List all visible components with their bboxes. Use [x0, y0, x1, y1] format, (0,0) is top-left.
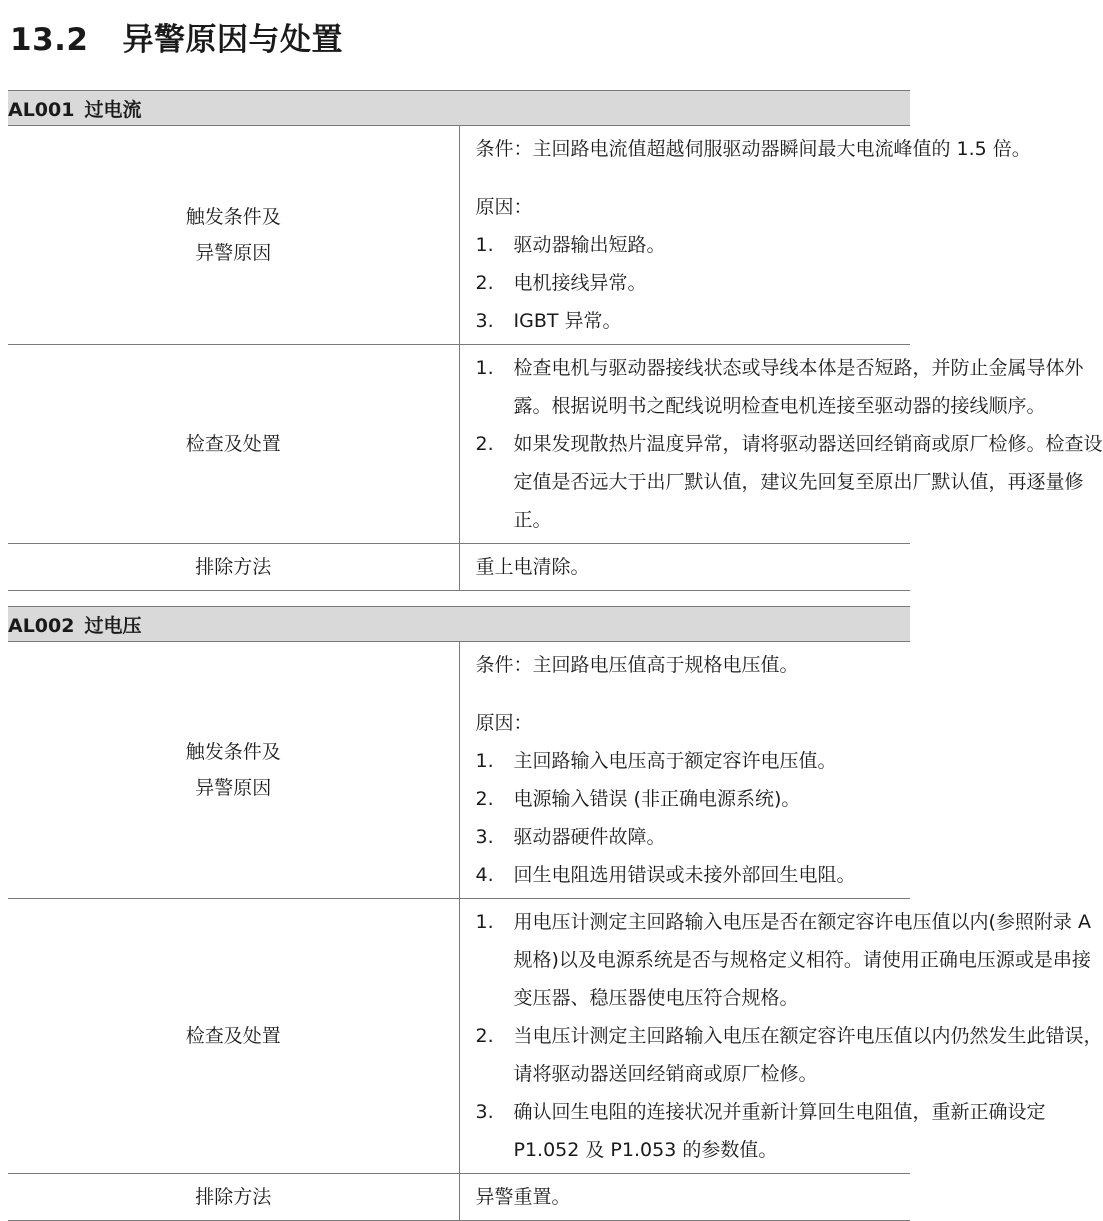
cause-item	[476, 818, 891, 856]
check-item	[475, 1093, 1046, 1169]
cause-text: IGBT 异常。	[513, 310, 622, 332]
trigger-label	[8, 642, 459, 899]
check-text	[514, 425, 1103, 539]
alarm-header	[8, 607, 910, 642]
check-label: 检查及处置	[8, 345, 459, 544]
cause-number: 2.	[475, 272, 494, 294]
check-number: 1.	[475, 911, 494, 933]
cause-number: 4.	[475, 864, 494, 886]
clear-method: 异警重置。	[459, 1174, 910, 1221]
alarm-header-cell	[8, 607, 910, 642]
trigger-content	[459, 126, 1031, 345]
check-item	[475, 903, 1091, 1017]
check-line: 正。	[513, 509, 552, 531]
cause-number: 2.	[475, 788, 494, 810]
cause-text: 电源输入错误 (非正确电源系统)。	[513, 788, 801, 810]
cause-heading: 原因：	[475, 196, 533, 218]
check-line: 确认回生电阻的连接状况并重新计算回生电阻值，重新正确设定	[513, 1101, 1046, 1123]
cause-item	[476, 264, 891, 302]
check-text	[514, 1093, 1046, 1169]
cause-text: 主回路输入电压高于额定容许电压值。	[513, 750, 837, 772]
check-content	[459, 899, 1103, 1174]
trigger-row	[8, 642, 910, 899]
cause-item	[476, 856, 891, 894]
section-number: 13.2	[10, 22, 89, 58]
cause-text: 驱动器硬件故障。	[513, 826, 666, 848]
trigger-row	[8, 126, 910, 345]
alarm-table-al001	[8, 90, 1103, 591]
check-number: 1.	[475, 357, 494, 379]
check-line: 检查电机与驱动器接线状态或导线本体是否短路，并防止金属导体外	[513, 357, 1084, 379]
check-line: 规格)以及电源系统是否与规格定义相符。请使用正确电压源或是串接	[513, 949, 1091, 971]
check-line: 如果发现散热片温度异常，请将驱动器送回经销商或原厂检修。检查设	[513, 433, 1103, 455]
cause-item	[476, 780, 891, 818]
check-row	[8, 899, 910, 1174]
clear-row	[8, 544, 910, 591]
check-item	[475, 349, 1084, 425]
alarm-table-al002	[8, 606, 1103, 1221]
check-number: 2.	[475, 433, 494, 455]
check-line: 露。根据说明书之配线说明检查电机连接至驱动器的接线顺序。	[513, 395, 1046, 417]
trigger-label-text: 触发条件及 异警原因	[185, 206, 281, 264]
check-text	[514, 349, 1084, 425]
trigger-label	[8, 126, 459, 345]
alarm-name: 过电流	[84, 98, 142, 121]
check-line: P1.052 及 P1.053 的参数值。	[513, 1139, 778, 1161]
cause-item	[476, 226, 891, 264]
alarm-code: AL002	[8, 614, 75, 637]
check-text	[514, 1017, 1103, 1093]
check-content	[459, 345, 1103, 544]
check-text	[514, 903, 1091, 1017]
check-label: 检查及处置	[8, 899, 459, 1174]
section-title	[10, 14, 343, 59]
cause-item	[476, 302, 891, 340]
cause-number: 3.	[475, 310, 494, 332]
cause-number: 1.	[475, 750, 494, 772]
alarm-header-cell	[8, 91, 910, 126]
section-heading: 异警原因与处置	[122, 22, 343, 58]
condition-text: 条件：主回路电压值高于规格电压值。	[475, 654, 799, 676]
cause-text: 回生电阻选用错误或未接外部回生电阻。	[513, 864, 856, 886]
clear-row	[8, 1174, 910, 1221]
alarm-name: 过电压	[84, 614, 142, 637]
condition-text: 条件：主回路电流值超越伺服驱动器瞬间最大电流峰值的 1.5 倍。	[475, 138, 1031, 160]
alarm-header	[8, 91, 910, 126]
cause-heading: 原因：	[475, 712, 533, 734]
cause-number: 3.	[475, 826, 494, 848]
clear-label: 排除方法	[8, 544, 459, 591]
trigger-label-text: 触发条件及 异警原因	[185, 741, 281, 799]
clear-label: 排除方法	[8, 1174, 459, 1221]
check-line: 用电压计测定主回路输入电压是否在额定容许电压值以内(参照附录 A	[513, 911, 1091, 933]
check-row	[8, 345, 910, 544]
check-line: 变压器、稳压器使电压符合规格。	[513, 987, 799, 1009]
check-line: 定值是否远大于出厂默认值，建议先回复至原出厂默认值，再逐量修	[513, 471, 1084, 493]
check-item	[475, 1017, 1103, 1093]
check-line: 请将驱动器送回经销商或原厂检修。	[513, 1063, 818, 1085]
alarm-code: AL001	[8, 98, 75, 121]
check-line: 当电压计测定主回路输入电压在额定容许电压值以内仍然发生此错误，	[513, 1025, 1103, 1047]
trigger-content	[459, 642, 910, 899]
cause-text: 驱动器输出短路。	[513, 234, 666, 256]
check-number: 2.	[475, 1025, 494, 1047]
cause-text: 电机接线异常。	[513, 272, 647, 294]
cause-item	[476, 742, 891, 780]
check-item	[475, 425, 1103, 539]
cause-number: 1.	[475, 234, 494, 256]
clear-method: 重上电清除。	[459, 544, 910, 591]
check-number: 3.	[475, 1101, 494, 1123]
